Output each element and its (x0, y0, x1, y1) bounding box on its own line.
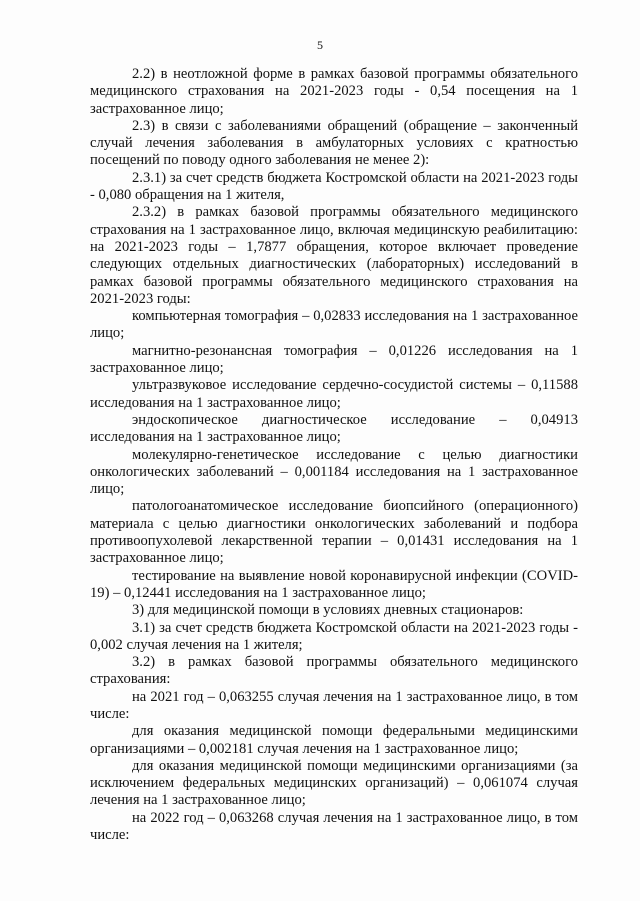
paragraph-covid-testing: тестирование на выявление новой коронавирусной инфекции (COVID-19) – 0,12441 исследования на 1 застрахованное лицо; (90, 567, 578, 601)
paragraph-2022: на 2022 год – 0,063268 случая лечения на 1 застрахованное лицо, в том числе: (90, 809, 578, 844)
paragraph-2021: на 2021 год – 0,063255 случая лечения на 1 застрахованное лицо, в том числе: (90, 688, 578, 722)
paragraph-mri: магнитно-резонансная томография – 0,01226 исследования на 1 застрахованное лицо; (90, 342, 578, 377)
paragraph-3: 3) для медицинской помощи в условиях дневных стационаров: (132, 602, 524, 619)
paragraph-2-2: 2.2) в неотложной форме в рамках базовой программы обязательного медицинского страхования на 2021-2023 годы - 0,54 посещения на 1 застрахованное лицо; (90, 66, 578, 117)
document-body (90, 66, 578, 844)
paragraph-2-3-1: 2.3.1) за счет средств бюджета Костромской области на 2021-2023 годы - 0,080 обращения на 1 жителя, (90, 169, 578, 204)
paragraph-2-3-2: 2.3.2) в рамках базовой программы обязательного медицинского страхования на 1 застрахованное лицо, включая медицинскую реабилитацию: на 2021-2023 годы – 1,7877 обращения, которое включает проведение следующих отдельных диагностических (лабораторных) исследований в рамках базовой программы обязательного медицинского страхования на 2021-2023 годы: (90, 204, 578, 307)
paragraph-3-1: 3.1) за счет средств бюджета Костромской области на 2021-2023 годы - 0,002 случая лечения на 1 жителя; (90, 619, 578, 653)
paragraph-ct: компьютерная томография – 0,02833 исследования на 1 застрахованное лицо; (90, 308, 578, 342)
page-number: 5 (317, 38, 323, 52)
paragraph-federal: для оказания медицинской помощи федеральными медицинскими организациями – 0,002181 случая лечения на 1 застрахованное лицо; (90, 723, 578, 757)
paragraph-ultrasound: ультразвуковое исследование сердечно-сосудистой системы – 0,11588 исследования на 1 застрахованное лицо; (90, 377, 578, 411)
paragraph-2-3: 2.3) в связи с заболеваниями обращений (обращение – законченный случай лечения заболевания в амбулаторных условиях с кратностью посещений по поводу одного заболевания не менее 2): (90, 117, 578, 169)
paragraph-non-federal: для оказания медицинской помощи медицинскими организациями (за исключением федеральных медицинских организаций) – 0,061074 случая лечения на 1 застрахованное лицо; (90, 757, 578, 809)
paragraph-endoscopy: эндоскопическое диагностическое исследование – 0,04913 исследования на 1 застрахованное лицо; (90, 411, 578, 446)
paragraph-pathology: патологоанатомическое исследование биопсийного (операционного) материала с целью диагностики онкологических заболеваний и подбора противоопухолевой лекарственной терапии – 0,01431 исследования на 1 застрахованное лицо; (90, 498, 578, 567)
paragraph-molecular-genetic: молекулярно-генетическое исследование с целью диагностики онкологических заболеваний – 0,001184 исследования на 1 застрахованное лицо; (90, 446, 578, 498)
paragraph-3-2: 3.2) в рамках базовой программы обязательного медицинского страхования: (90, 654, 578, 688)
